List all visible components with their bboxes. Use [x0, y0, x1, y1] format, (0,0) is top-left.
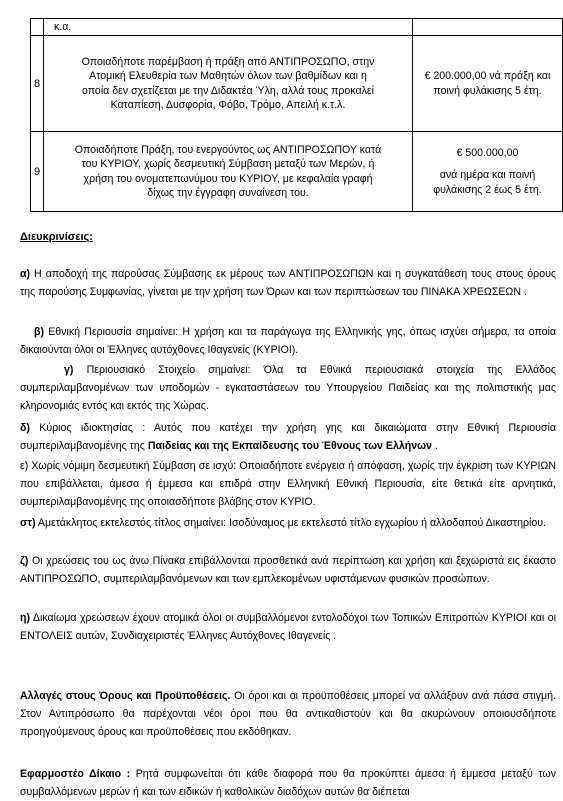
clause-z [20, 552, 556, 588]
clause-label: ζ) [20, 555, 29, 567]
row-description-line: Καταπίεση, Δυσφορία, Φόβο, Τρόμο, Απειλή κ.τ.λ. [110, 98, 346, 111]
clause-b [20, 323, 556, 359]
row-description [44, 36, 413, 132]
changes-text: Οι όροι και οι προϋποθέσεις μπορεί να αλλάξουν ανά πάσα στιγμή. Στον Αντιπρόσωπο θα παρέχονται νέοι όροι που θα αντικαθιστούν και θα ακυρώνουν οποιουσδήποτε προηγούμενους όρους και προϋποθέσεις που εκδόθηκαν. [20, 690, 556, 738]
row-number: 8 [31, 36, 44, 132]
row-penalty-line: φυλάκισης 2 έως 5 έτη. [433, 183, 542, 196]
row-penalty-line: € 200.000,00 νά πράξη και [424, 70, 551, 83]
row-description-line: Οποιαδήποτε Πράξη, του ενεργούντος ως ΑΝΤΙΠΡΟΣΩΠΟΥ κατά [74, 143, 382, 156]
clause-text: Περιουσιακό Στοιχείο σημαίνει: Όλα τα Εθνικά περιουσιακά στοιχεία της Ελλάδος συμπεριλαμβανομένων των υποδομών - εγκαταστάσεων του Υπουργείου Παιδείας και της πολιτιστικής μας κληρονομιάς εντός και εκτός της Χώρας. [20, 364, 556, 412]
changes-paragraph [20, 687, 556, 741]
row-description [44, 132, 413, 212]
changes-label: Αλλαγές στους Όρους και Προϋποθέσεις. [20, 690, 231, 702]
clause-text: Η αποδοχή της παρούσας Σύμβασης εκ μέρους των ΑΝΤΙΠΡΟΣΩΠΩΝ και η συγκατάθεση τους στους όρους της παρούσης Συμφωνίας, γίνεται με την χρήση των Όρων και των περιπτώσεων του ΠΙΝΑΚΑ ΧΡΕΩΣΕΩΝ . [20, 268, 556, 298]
law-paragraph [20, 765, 556, 801]
row-penalty [413, 36, 563, 132]
clause-d [20, 419, 556, 455]
clause-label: η) [20, 612, 30, 624]
clause-label: ε) [20, 460, 29, 472]
clause-text: Εθνική Περιουσία σημαίνει: Η χρήση και τα παράγωγα της Ελληνικής γης, όπως ισχύει σήμερα, τα οποία δικαιούνται όλοι οι Έλληνες αυτόχθονες Ιθαγενείς (ΚΥΡΙΟΙ). [20, 326, 556, 356]
table-row [31, 36, 563, 132]
clause-text: Χωρίς νόμιμη δεσμευτική Σύμβαση σε ισχύ: Οποιαδήποτε ενέργεια ή απόφαση, χωρίς την έγκριση των ΚΥΡΙΩΝ που επιβάλλεται, άμεσα ή έμμεσα και επιδρά στην Ελληνική Εθνική Περιουσία, είτε θετικά είτε αρνητικά, συμπεριλαμβανομένης της οποιασδήποτε βλάβης στον ΚΥΡΙΟ. [20, 460, 556, 508]
clause-c [20, 361, 556, 415]
clause-label: β) [34, 326, 44, 338]
clause-text: Οι χρεώσεις του ως άνω Πίνακα επιβάλλονται προσθετικά ανά περίπτωση και χρήση και ξεχωριστά εις έκαστο ΑΝΤΙΠΡΟΣΩΠΟ, συμπεριλαμβανόμενων και των εμπλεκομένων υφιστάμενων φυσικών προσώπων. [20, 555, 556, 585]
row-penalty-line: ανά ημέρα και ποινή [439, 169, 536, 182]
clause-label: δ) [20, 422, 30, 434]
table-row [31, 132, 563, 212]
clause-text: Αμετάκλητος εκτελεστός τίτλος σημαίνει: Ισοδύναμος με εκτελεστό τίτλο εγχωρίου ή αλλοδαπού Δικαστηρίου. [35, 517, 546, 529]
clause-st [20, 514, 556, 532]
penalty-table [30, 18, 563, 212]
row-description-line: οποία δεν σχετίζεται με την Διδακτέα Ύλη, αλλά τους προκαλεί [82, 84, 374, 97]
row-number: 9 [31, 132, 44, 212]
table-cell-fragment: κ.α. [44, 19, 413, 36]
clause-e [20, 457, 556, 511]
clause-label: γ) [64, 364, 74, 376]
clause-text: Κύριος ιδιοκτησίας : Αυτός που κατέχει την χρήση γης και δικαιώματα στην Εθνική Περιουσία συμπεριλαμβανομένης της [20, 422, 556, 452]
table-number-cell [31, 19, 44, 36]
clause-a [20, 265, 556, 301]
law-label: Εφαρμοστέο Δίκαιο : [20, 768, 131, 780]
row-description-line: δίχως την έγγραφη συναίνεση του. [147, 186, 309, 199]
clause-label: α) [20, 268, 31, 280]
law-text: Ρητά συμφωνείται ότι κάθε διαφορά που θα προκύπτει άμεσα ή έμμεσα μεταξύ των συμβαλλόμενων μερών ή και των ειδικών ή καθολικών διαδόχων αυτών θα διέπεται [20, 768, 556, 798]
row-description-line: Οποιαδήποτε παρέμβαση ή πράξη από ΑΝΤΙΠΡΟΣΩΠΟ, στην [81, 55, 375, 68]
row-penalty [413, 132, 563, 212]
row-penalty-line: € 500.000,00 [456, 147, 519, 160]
clause-i [20, 609, 556, 645]
clause-label: στ) [20, 517, 36, 529]
clarifications-heading: Διευκρινίσεις: [20, 231, 93, 243]
row-description-line: χρήση του ονοματεπωνύμου του ΚΥΡΙΟΥ, με κεφαλαία γραφή [83, 172, 373, 185]
row-description-line: Ατομική Ελευθερία των Μαθητών όλων των βαθμίδων και η [89, 70, 367, 83]
row-penalty-line: ποινή φυλάκισης 5 έτη. [433, 84, 542, 97]
clause-bold-text: Παιδείας και της Εκπαίδευσης του Έθνους των Ελλήνων [147, 440, 432, 452]
clause-text-end: . [431, 440, 438, 452]
row-description-line: του ΚΥΡΙΟΥ, χωρίς δεσμευτική Σύμβαση μεταξύ των Μερών, ή [81, 158, 375, 171]
table-penalty-cell [413, 19, 563, 36]
clause-text: Δικαίωμα χρεώσεων έχουν ατομικά όλοι οι συμβαλλόμενοι εντολοδόχοι των Τοπικών Επιτροπών ΚΥΡΙΟΙ και οι ΕΝΤΟΛΕΙΣ αυτών, Συνδιαχειριστές Έλληνες Αυτόχθονες Ιθαγενείς . [20, 612, 556, 642]
